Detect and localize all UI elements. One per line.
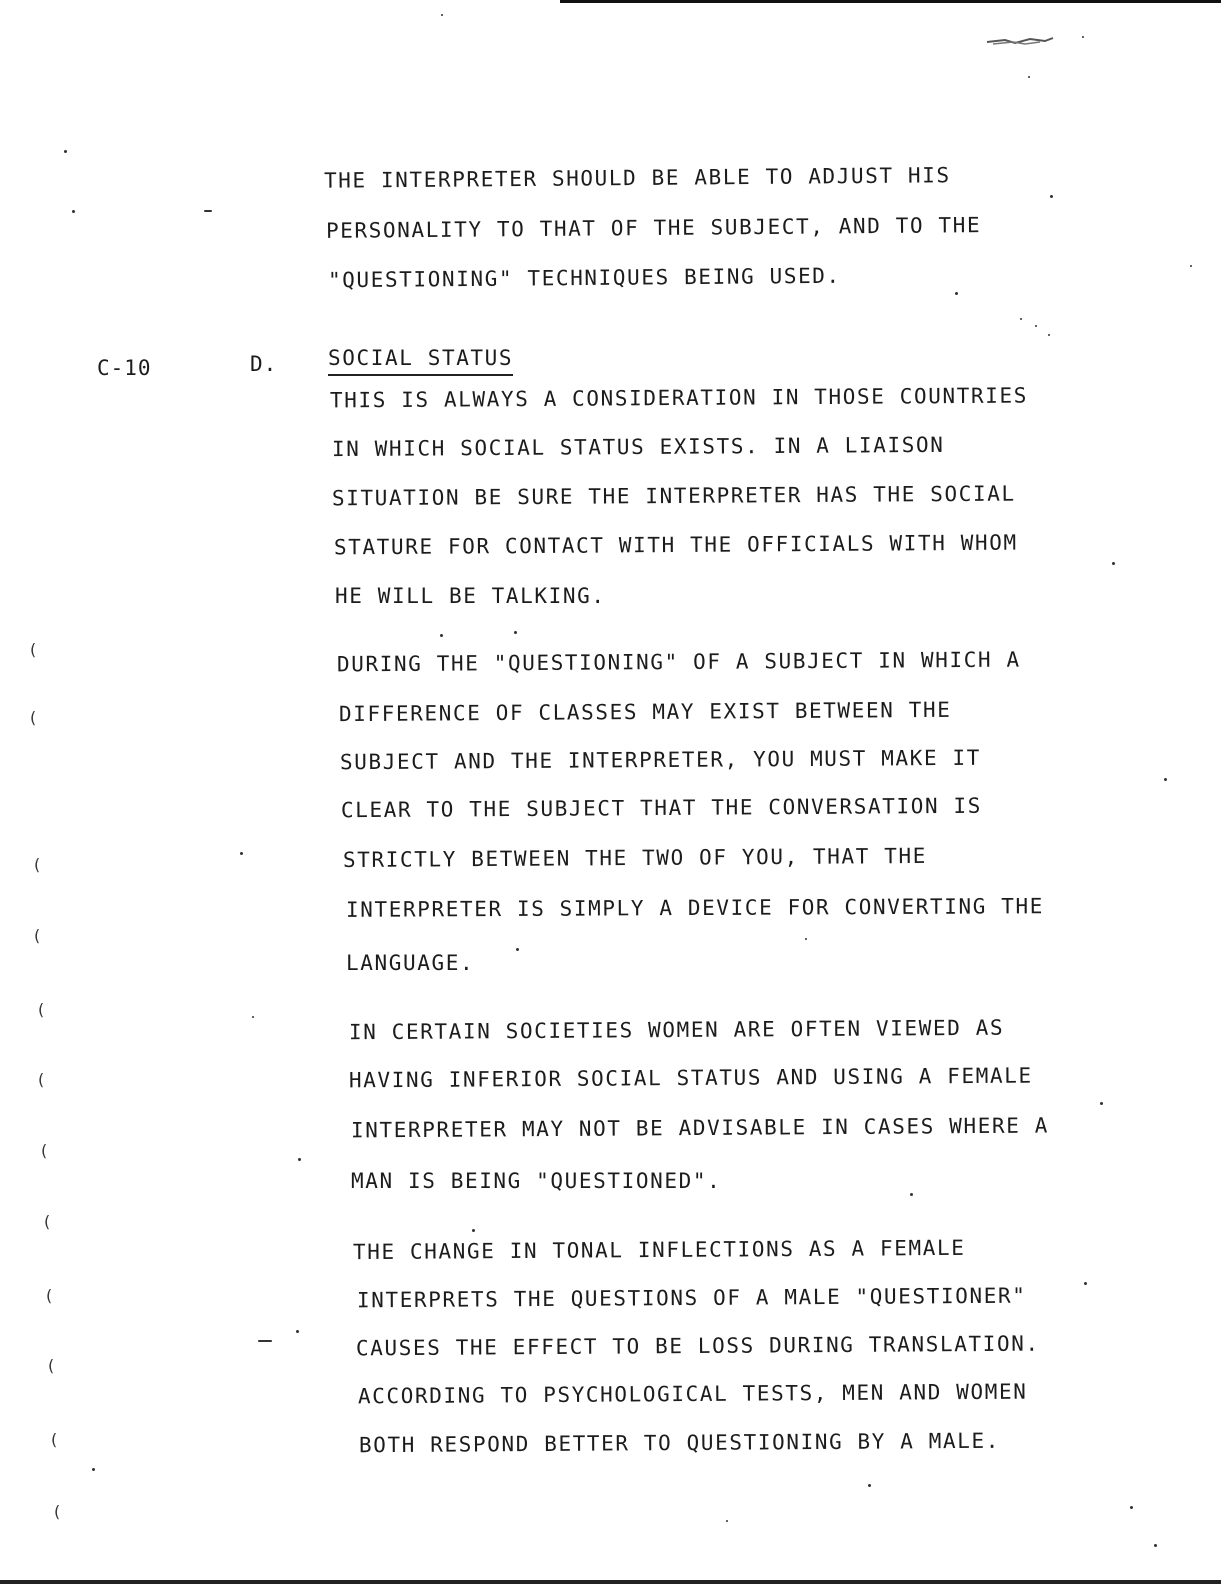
paragraph-2-line-6: INTERPRETER IS SIMPLY A DEVICE FOR CONVERTING THE (345, 894, 1044, 922)
intro-line-2: PERSONALITY TO THAT OF THE SUBJECT, AND TO THE (325, 213, 982, 243)
paragraph-1-line-5: HE WILL BE TALKING. (335, 584, 606, 608)
paragraph-2-line-3: SUBJECT AND THE INTERPRETER, YOU MUST MAKE IT (339, 745, 982, 775)
scan-speck (72, 210, 75, 213)
scan-speck (240, 852, 243, 855)
scan-speck (298, 1158, 301, 1161)
scan-speck (1048, 334, 1050, 336)
paragraph-1-line-4: STATURE FOR CONTACT WITH THE OFFICIALS WITH WHOM (333, 530, 1018, 560)
paragraph-3-line-4: MAN IS BEING "QUESTIONED". (351, 1169, 722, 1193)
scan-speck (204, 210, 212, 212)
scan-speck (1112, 562, 1115, 565)
paragraph-4-line-1: THE CHANGE IN TONAL INFLECTIONS AS A FEMALE (352, 1235, 966, 1265)
scan-bottom-edge (0, 1580, 1221, 1584)
scan-speck (1190, 265, 1192, 267)
paragraph-4-line-3: CAUSES THE EFFECT TO BE LOSS DURING TRANSLATION. (355, 1331, 1040, 1361)
binding-mark: ( (34, 926, 41, 945)
section-heading: SOCIAL STATUS (328, 346, 513, 376)
binding-mark: ( (34, 855, 41, 874)
scan-speck (868, 1484, 871, 1487)
scan-speck (955, 292, 958, 295)
scan-speck (1084, 1282, 1087, 1285)
scan-top-edge (560, 0, 1221, 3)
paragraph-2-line-4: CLEAR TO THE SUBJECT THAT THE CONVERSATION IS (340, 793, 983, 823)
scan-speck (1082, 36, 1084, 38)
paragraph-3-line-2: HAVING INFERIOR SOCIAL STATUS AND USING A FEMALE (348, 1063, 1033, 1093)
scan-speck (1035, 325, 1037, 327)
scan-speck (252, 1016, 254, 1018)
paragraph-2-line-2: DIFFERENCE OF CLASSES MAY EXIST BETWEEN THE (338, 697, 952, 727)
intro-line-3: "QUESTIONING" TECHNIQUES BEING USED. (327, 263, 841, 293)
scan-speck (1130, 1506, 1133, 1509)
paragraph-4-line-5: BOTH RESPOND BETTER TO QUESTIONING BY A MALE. (358, 1428, 1001, 1458)
scan-speck (516, 948, 519, 951)
section-letter: D. (250, 352, 278, 376)
scan-speck (1100, 1102, 1103, 1105)
binding-mark: ( (38, 1000, 45, 1019)
binding-mark: ( (54, 1502, 61, 1521)
scan-speck (1020, 318, 1022, 320)
scan-speck (726, 1520, 728, 1522)
paragraph-4-line-4: ACCORDING TO PSYCHOLOGICAL TESTS, MEN AND WOMEN (357, 1379, 1028, 1409)
scan-speck (514, 631, 517, 634)
paragraph-2-line-1: DURING THE "QUESTIONING" OF A SUBJECT IN WHICH A (336, 647, 1021, 677)
scan-speck (441, 14, 443, 16)
scan-speck (1050, 195, 1053, 198)
section-code: C-10 (97, 356, 152, 380)
paragraph-4-line-2: INTERPRETS THE QUESTIONS OF A MALE "QUESTIONER" (356, 1283, 1027, 1313)
scan-speck (1028, 76, 1030, 78)
binding-mark: ( (41, 1141, 48, 1160)
binding-mark: ( (44, 1212, 51, 1231)
binding-mark: ( (48, 1356, 55, 1375)
paragraph-3-line-1: IN CERTAIN SOCIETIES WOMEN ARE OFTEN VIEWED AS (348, 1015, 1005, 1045)
paragraph-3-line-3: INTERPRETER MAY NOT BE ADVISABLE IN CASES WHERE A (350, 1113, 1049, 1143)
paragraph-2-line-5: STRICTLY BETWEEN THE TWO OF YOU, THAT THE (342, 843, 928, 873)
binding-mark: ( (46, 1286, 53, 1305)
scan-speck (805, 938, 807, 940)
binding-mark: ( (51, 1430, 58, 1449)
paragraph-1-line-2: IN WHICH SOCIAL STATUS EXISTS. IN A LIAISON (331, 432, 945, 462)
scan-speck (258, 1340, 272, 1342)
paragraph-2-line-7: LANGUAGE. (346, 951, 475, 975)
scan-speck (296, 1330, 299, 1333)
scan-speck (472, 1229, 475, 1232)
scan-speck (910, 1193, 913, 1196)
scan-smudge (985, 36, 1055, 46)
scan-speck (92, 1468, 95, 1471)
scan-speck (64, 150, 67, 153)
intro-line-1: THE INTERPRETER SHOULD BE ABLE TO ADJUST HIS (323, 163, 951, 193)
binding-mark: ( (30, 708, 37, 727)
paragraph-1-line-1: THIS IS ALWAYS A CONSIDERATION IN THOSE COUNTRIES (329, 383, 1028, 413)
paragraph-1-line-3: SITUATION BE SURE THE INTERPRETER HAS THE SOCIAL (331, 481, 1016, 511)
scan-speck (1164, 778, 1167, 781)
binding-mark: ( (38, 1070, 45, 1089)
scan-speck (440, 634, 443, 637)
binding-mark: ( (30, 640, 37, 659)
scan-speck (1154, 1544, 1157, 1547)
